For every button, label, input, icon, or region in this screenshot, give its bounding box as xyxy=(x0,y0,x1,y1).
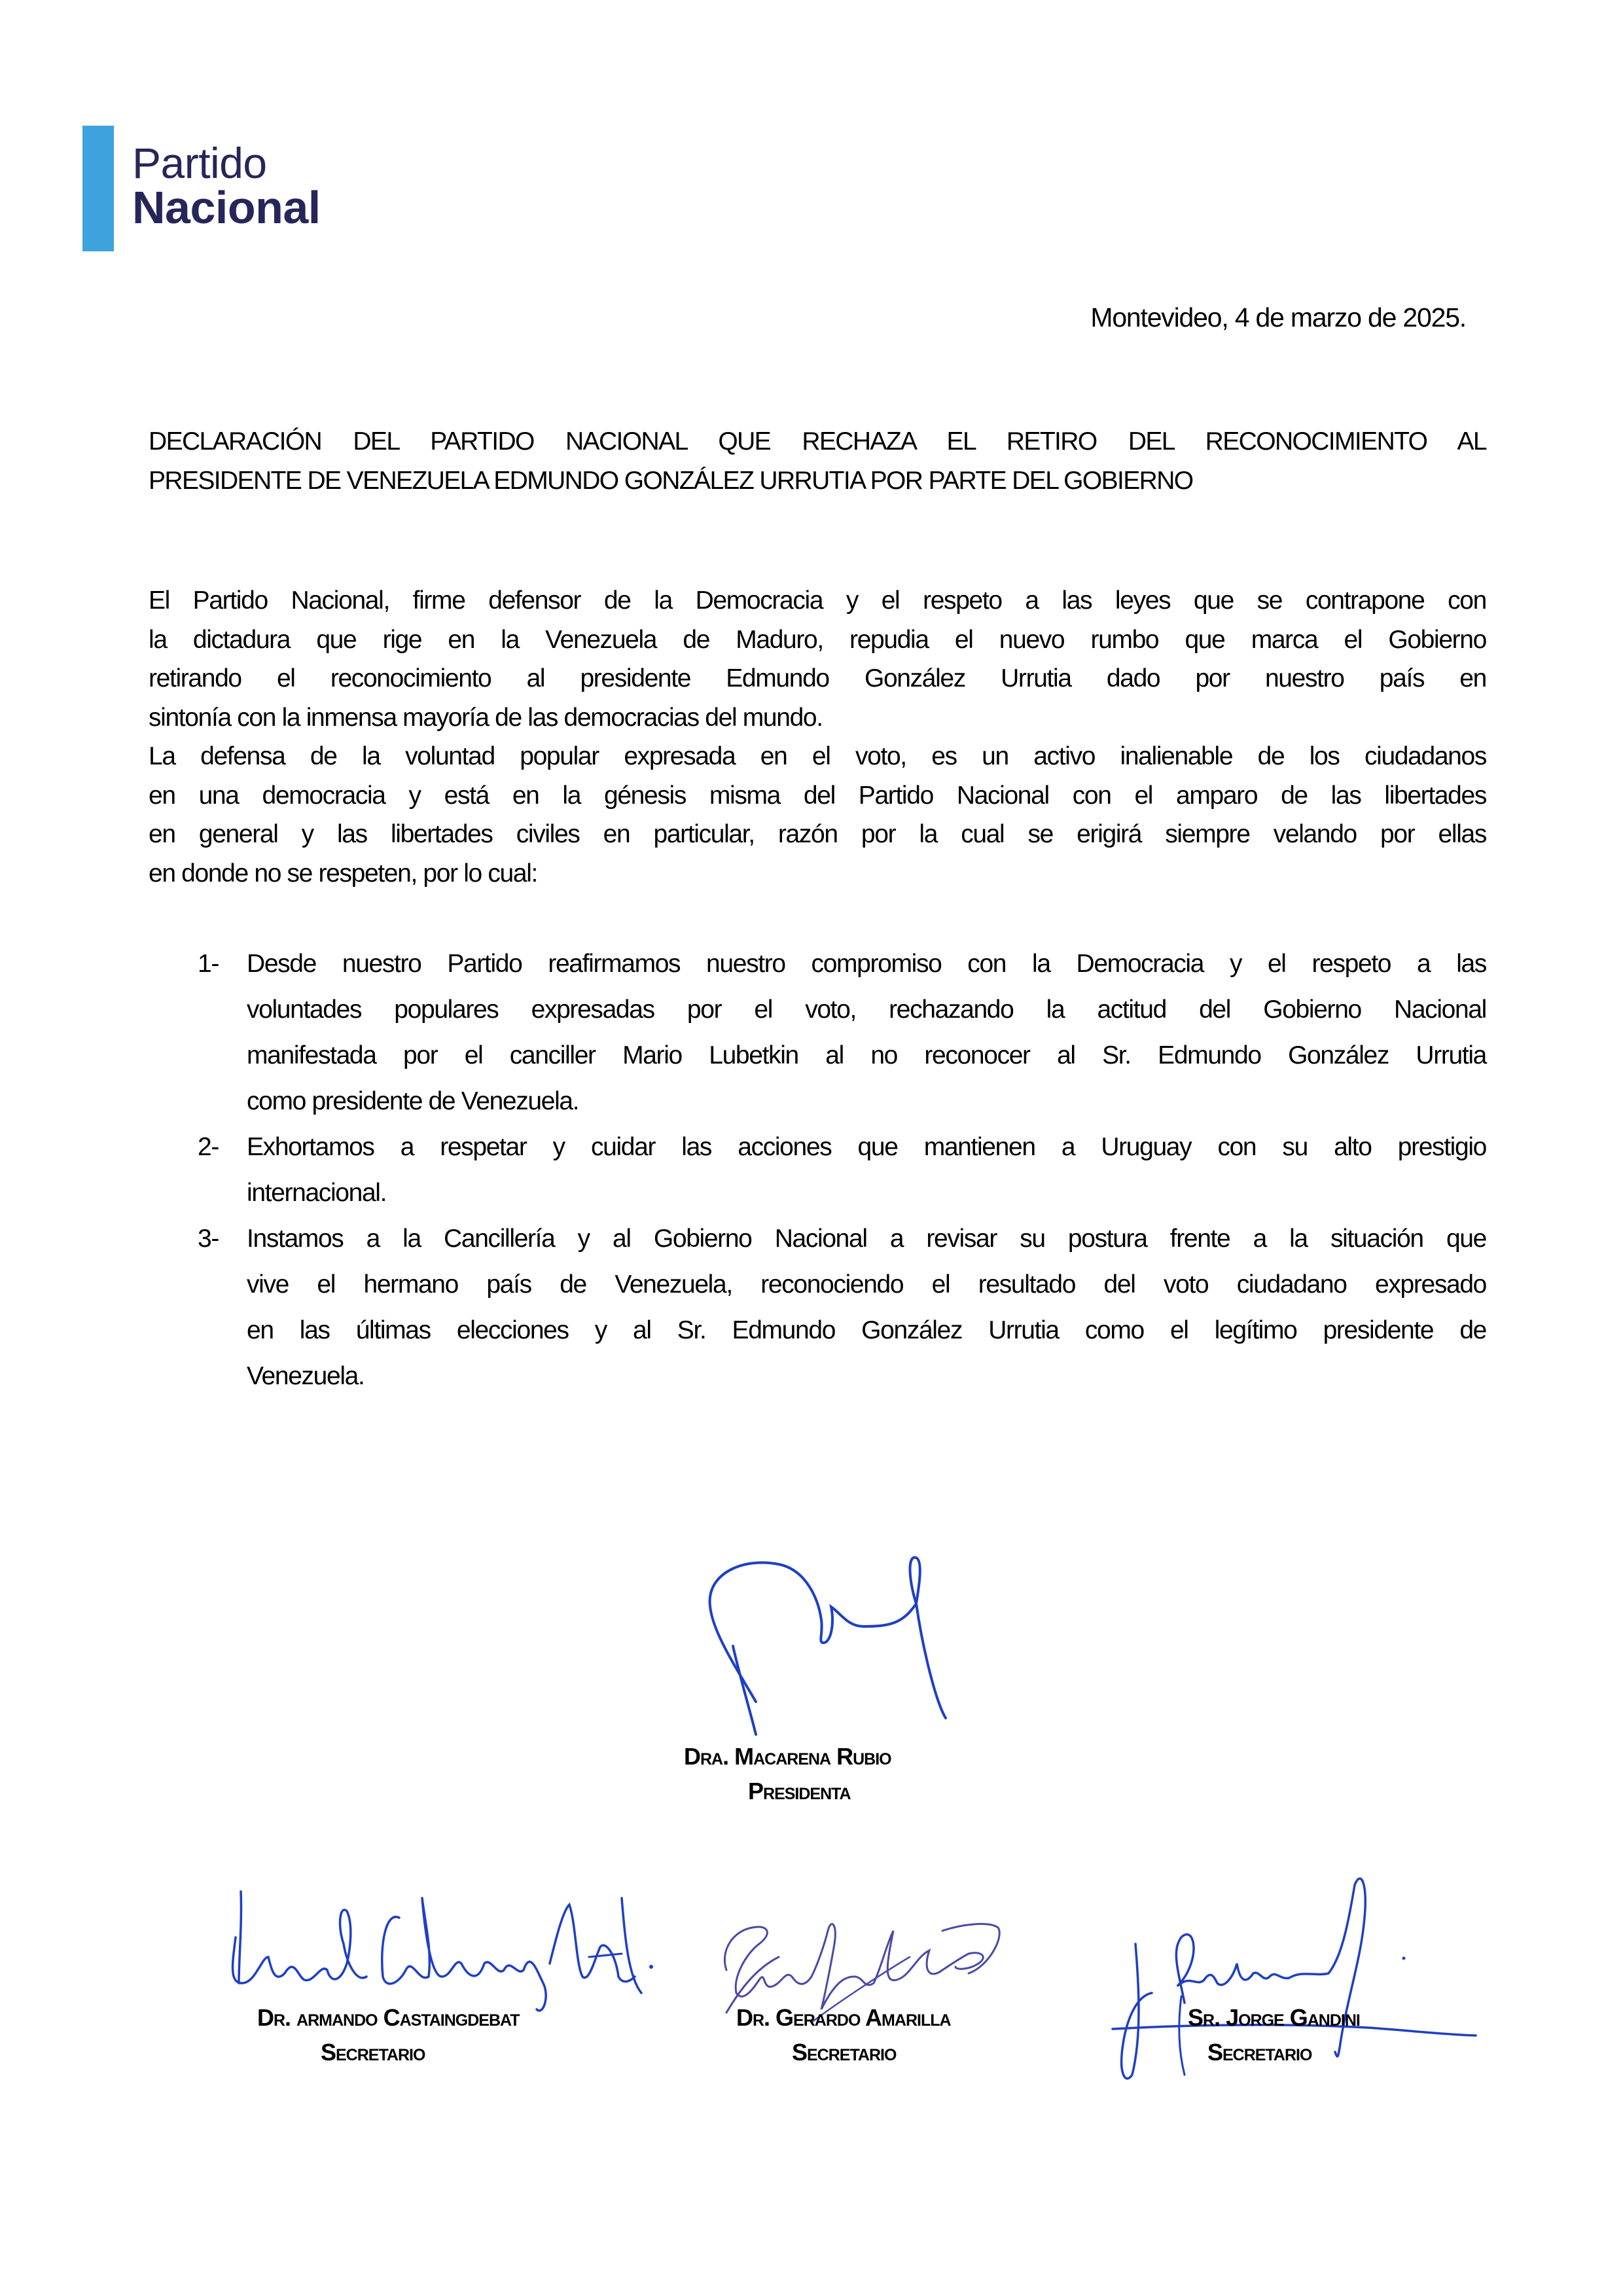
signature-stroke xyxy=(724,1924,999,2013)
declaration-body xyxy=(149,581,1486,893)
list-line: internacional. xyxy=(247,1179,387,1207)
signature-secretary-1 xyxy=(223,1885,654,2016)
list-number: 3- xyxy=(198,1225,219,1253)
title-line: PRESIDENTE DE VENEZUELA EDMUNDO GONZÁLEZ URRUTIA POR PARTE DEL GOBIERNO xyxy=(149,467,1193,495)
body-line: El Partido Nacional, firme defensor de la Democracia y el respeto a las leyes que se contrapone con xyxy=(149,586,1486,615)
list-line: en las últimas elecciones y al Sr. Edmundo González Urrutia como el legítimo presidente de xyxy=(247,1316,1486,1344)
body-line: La defensa de la voluntad popular expresada en el voto, es un activo inalienable de los ciudadanos xyxy=(149,742,1486,770)
secretary-1-role: Secretario xyxy=(321,2039,425,2066)
signature-stroke xyxy=(1179,1996,1185,2075)
list-item xyxy=(198,1216,1486,1399)
list-line: manifestada por el canciller Mario Lubetkin al no reconocer al Sr. Edmundo González Urrutia xyxy=(247,1041,1486,1069)
body-line: en una democracia y está en la génesis misma del Partido Nacional con el amparo de las libertades xyxy=(149,781,1486,810)
list-line: Desde nuestro Partido reafirmamos nuestro compromiso con la Democracia y el respeto a las xyxy=(247,950,1486,978)
signature-stroke xyxy=(733,1646,756,1734)
list-number: 2- xyxy=(198,1133,219,1161)
secretary-1-name: Dr. armando Castaingdebat xyxy=(257,2004,520,2031)
signature-dot xyxy=(1402,1957,1406,1960)
list-line: vive el hermano país de Venezuela, reconociendo el resultado del voto ciudadano expresado xyxy=(247,1270,1486,1299)
president-name: Dra. Macarena Rubio xyxy=(684,1743,891,1770)
declaration-title xyxy=(149,422,1486,501)
signature-stroke xyxy=(382,1898,641,2011)
title-line: DECLARACIÓN DEL PARTIDO NACIONAL QUE RECHAZA EL RETIRO DEL RECONOCIMIENTO AL xyxy=(149,427,1486,456)
body-line: la dictadura que rige en la Venezuela de Maduro, repudia el nuevo rumbo que marca el Gobierno xyxy=(149,625,1486,654)
signature-stroke xyxy=(589,1954,622,1957)
secretary-2-name: Dr. Gerardo Amarilla xyxy=(736,2004,951,2031)
list-item xyxy=(198,941,1486,1124)
list-line: como presidente de Venezuela. xyxy=(247,1087,579,1115)
signature-stroke xyxy=(239,1892,241,1983)
body-line: en donde no se respeten, por lo cual: xyxy=(149,859,538,888)
signature-president xyxy=(694,1551,969,1761)
signature-stroke xyxy=(1122,1944,1152,2079)
list-number: 1- xyxy=(198,950,219,978)
list-line: Exhortamos a respetar y cuidar las acciones que mantienen a Uruguay con su alto prestigio xyxy=(247,1133,1486,1161)
list-line: Instamos a la Cancillería y al Gobierno Nacional a revisar su postura frente a la situación que xyxy=(247,1225,1486,1253)
signature-dot xyxy=(649,1965,653,1969)
body-line: en general y las libertades civiles en particular, razón por la cual se erigirá siempre velando por ellas xyxy=(149,820,1486,848)
president-role: Presidenta xyxy=(748,1778,851,1804)
logo-text-partido: Partido xyxy=(132,139,267,187)
paragraph-1 xyxy=(149,581,1486,737)
logo-text-nacional: Nacional xyxy=(132,182,321,233)
secretary-2-role: Secretario xyxy=(792,2039,897,2066)
resolutions-list xyxy=(198,941,1486,1399)
body-line: sintonía con la inmensa mayoría de las democracias del mundo. xyxy=(149,703,823,732)
paragraph-2 xyxy=(149,737,1486,893)
document-date: Montevideo, 4 de marzo de 2025. xyxy=(1090,302,1466,332)
signature-stroke xyxy=(233,1910,366,1983)
list-line: voluntades populares expresadas por el voto, rechazando la actitud del Gobierno Nacional xyxy=(247,996,1486,1024)
body-line: retirando el reconocimiento al presidente Edmundo González Urrutia dado por nuestro país en xyxy=(149,664,1486,692)
list-item xyxy=(198,1124,1486,1216)
logo-bar xyxy=(82,126,114,251)
secretary-3-role: Secretario xyxy=(1207,2039,1312,2066)
list-line: Venezuela. xyxy=(247,1362,365,1390)
secretary-3-name: Sr. Jorge Gandini xyxy=(1188,2004,1360,2031)
